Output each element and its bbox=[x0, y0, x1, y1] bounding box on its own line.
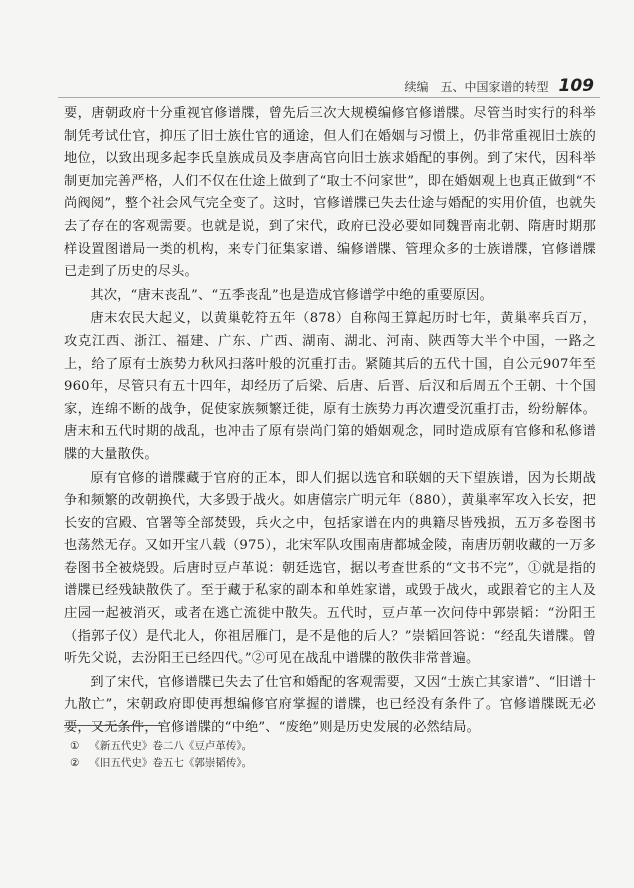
paragraph: 唐末农民大起义，以黄巢乾符五年（878）自称闯王算起历时七年，黄巢率兵百万，攻克江西、浙江、福建、广东、广西、湖南、湖北、河南、陕西等大半个中国，一路之上，给了原有士族势力秋风扫落叶般的沉重打击。紧随其后的五代十国，自公元907年至960年，尽管只有五十四年，却经历了后梁、后唐、后晋、后汉和后周五个王朝、十个国家，连绵不断的战争，促使家族频繁迁徙，原有士族势力再次遭受沉重打击，纷纷解体。唐末和五代时期的战乱，也冲击了原有崇尚门第的婚姻观念，同时造成原有官修和私修谱牒的大量散佚。 bbox=[64, 311, 596, 462]
body-text bbox=[64, 103, 596, 741]
paragraph: 原有官修的谱牒藏于官府的正本，即人们据以选官和联姻的天下望族谱，因为长期战争和频繁的改朝换代，大多毁于战火。如唐僖宗广明元年（880），黄巢率军攻入长安，把长安的宫殿、官署等全部焚毁，兵火之中，包括家谱在内的典籍尽皆残损，五万多卷图书也荡然无存。又如开宝八载（975），北宋军队攻围南唐都城金陵，南唐历朝收藏的一万多卷图书全被烧毁。后唐时豆卢革说：朝廷选官，据以考查世系的“文书不完”，①就是指的谱牒已经残缺散佚了。至于藏于私家的副本和单姓家谱，或毁于战火，或跟着它的主人及庄园一起被消灭，或者在逃亡流徙中散失。五代时，豆卢革一次问侍中郭崇韬：“汾阳王（指郭子仪）是代北人，你祖居雁门，是不是他的后人？”崇韬回答说：“经乱失谱牒。曾听先父说，去汾阳王已经四代。”②可见在战乱中谱牒的散佚非常普遍。 bbox=[64, 470, 596, 667]
paragraph: 要，唐朝政府十分重视官修谱牒，曾先后三次大规模编修官修谱牒。尽管当时实行的科举制凭考试仕官，抑压了旧士族仕官的通途，但人们在婚姻与习惯上，仍非常重视旧士族的地位，以致出现多起李氏皇族成员及李唐高官向旧士族求婚配的事例。到了宋代，因科举制更加完善严格，人们不仅在仕途上做到了“取士不问家世”，即在婚姻观上也真正做到“不尚阀阅”，整个社会风气完全变了。这时，官修谱牒已失去仕途与婚配的实用价值，也就失去了存在的客观需要。也就是说，到了宋代，政府已没必要如同魏晋南北朝、隋唐时期那样设置图谱局一类的机构，来专门征集家谱、编修谱牒、管理众多的士族谱牒，官修谱牒已走到了历史的尽头。 bbox=[64, 106, 596, 280]
footnote-divider bbox=[64, 725, 164, 726]
running-header bbox=[404, 76, 594, 96]
footnote bbox=[70, 738, 252, 755]
footnote-text: 《旧五代史》卷五七《郭崇韬传》。 bbox=[89, 757, 253, 769]
footnote-marker: ② bbox=[70, 757, 80, 769]
header-section-title: 续编 五、中国家谱的转型 bbox=[404, 80, 549, 94]
paragraph: 到了宋代，官修谱牒已失去了仕官和婚配的客观需要，又因“士族亡其家谱”、“旧谱十九散亡”，宋朝政府即使再想编修官府掌握的谱牒，也已经没有条件了。官修谱牒既无必要，又无条件，官修谱牒的“中绝”、“废绝”则是历史发展的必然结局。 bbox=[64, 674, 596, 736]
footnote-marker: ① bbox=[70, 740, 80, 752]
header-rule bbox=[58, 97, 600, 98]
footnotes bbox=[70, 738, 252, 772]
footnote-text: 《新五代史》卷二八《豆卢革传》。 bbox=[89, 740, 253, 752]
footnote bbox=[70, 755, 252, 772]
paragraph: 其次，“唐末丧乱”、“五季丧乱”也是造成官修谱学中绝的重要原因。 bbox=[90, 287, 494, 303]
page-number: 109 bbox=[558, 76, 594, 96]
